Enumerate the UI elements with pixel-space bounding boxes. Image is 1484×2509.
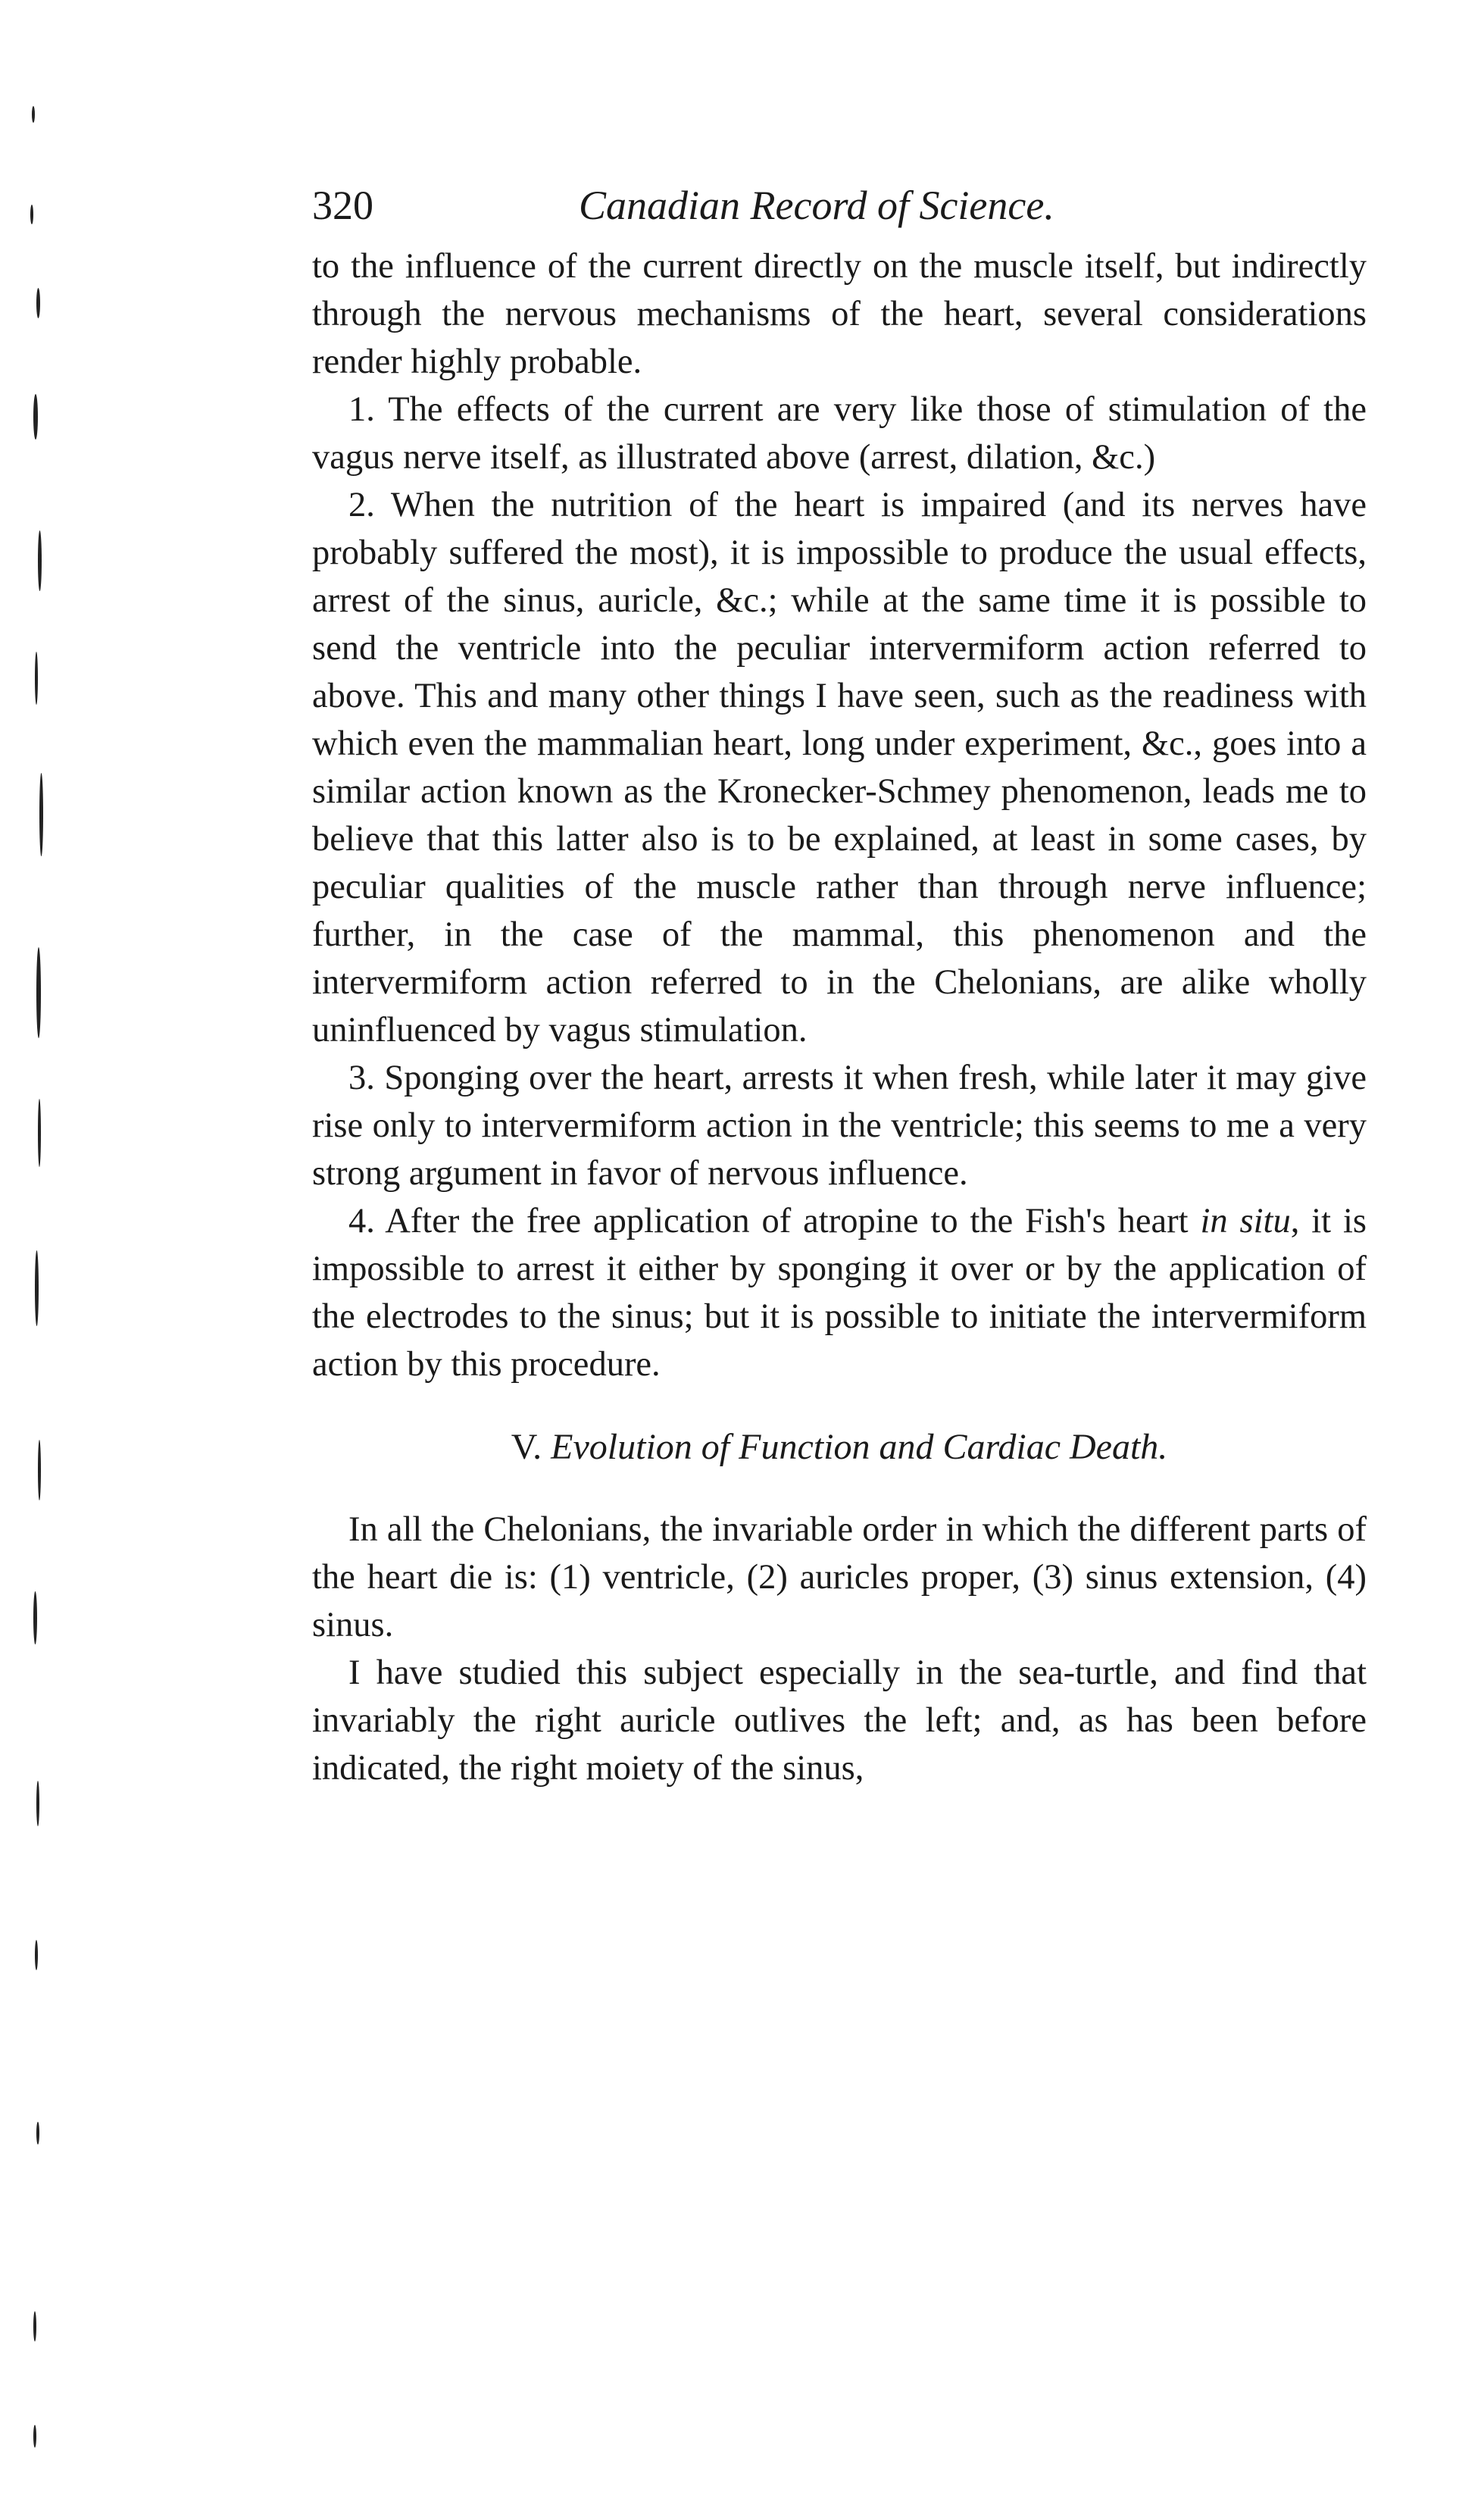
item-number: 4. — [348, 1202, 375, 1240]
speck — [39, 773, 43, 856]
closing-paragraph-2: I have studied this subject especially in the sea-turtle, and find that invariably the right auricle outlives the left; and, as has been before indicated, the right moiety of the sinus, — [312, 1653, 1367, 1788]
speck — [33, 2425, 36, 2448]
running-head — [312, 182, 1367, 242]
speck — [38, 1440, 41, 1500]
speck — [38, 530, 42, 591]
speck — [32, 106, 35, 123]
speck — [36, 2122, 39, 2145]
section-numeral: V. — [511, 1427, 542, 1467]
list-item-3 — [312, 1054, 1367, 1197]
speck — [33, 1591, 37, 1644]
journal-title: Canadian Record of Science. — [579, 183, 1054, 228]
item-number: 3. — [348, 1059, 375, 1097]
intro-paragraph: to the influence of the current directly on the muscle itself, but indirectly through the nervous mechanisms of the heart, several considerations render highly probable. — [312, 247, 1367, 381]
page-number: 320 — [312, 183, 373, 228]
speck — [35, 1940, 38, 1970]
speck — [35, 652, 38, 705]
section-heading — [312, 1423, 1367, 1471]
closing-paragraph-1: In all the Chelonians, the invariable order in which the different parts of the heart die is: (1) ventricle, (2) auricles proper, (3) sinus extension, (4) sinus. — [312, 1510, 1367, 1644]
list-item-2 — [312, 481, 1367, 1054]
item-text-after: , it is impossible to arrest it either by sponging it over or by the application of the electrodes to the sinus; but it is possible to initiate the intervermiform action by this procedure. — [312, 1202, 1367, 1384]
speck — [35, 1250, 39, 1326]
speck — [33, 2311, 36, 2342]
speck — [38, 1099, 41, 1167]
book-page — [312, 182, 1367, 1792]
item-text-before: After the free application of atropine to the Fish's heart — [385, 1202, 1201, 1240]
body-text — [312, 242, 1367, 1792]
speck — [36, 288, 40, 318]
section-title: Evolution of Function and Cardiac Death. — [551, 1427, 1168, 1467]
speck — [33, 394, 38, 440]
item-text-italic: in situ — [1200, 1202, 1291, 1240]
item-text: When the nutrition of the heart is impaired (and its nerves have probably suffered the most), it is impossible to produce the usual effects, arrest of the sinus, auricle, &c.; while at the same time it is possible to send the ventricle into the peculiar intervermiform action referred to above. This and many other things I have seen, such as the readiness with which even the mammalian heart, long under experiment, &c., goes into a similar action known as the Kronecker-Schmey phenomenon, leads me to believe that this latter also is to be explained, at least in some cases, by peculiar qualities of the muscle rather than through nerve influence; further, in the case of the mammal, this phenomenon and the intervermiform action referred to in the Chelonians, are alike wholly uninfluenced by vagus stimulation. — [312, 486, 1367, 1050]
list-item-4 — [312, 1197, 1367, 1388]
speck — [36, 947, 41, 1038]
speck — [30, 205, 33, 224]
item-number: 2. — [348, 486, 375, 524]
item-number: 1. — [348, 390, 375, 429]
item-text: Sponging over the heart, arrests it when fresh, while later it may give rise only to intervermiform action in the ventricle; this seems to me a very strong argument in favor of nervous influence. — [312, 1059, 1367, 1193]
item-text: The effects of the current are very like those of stimulation of the vagus nerve itself, as illustrated above (arrest, dilation, &c.) — [312, 390, 1367, 477]
scan-margin-specks — [0, 0, 72, 2509]
list-item-1 — [312, 386, 1367, 481]
speck — [36, 1781, 39, 1826]
